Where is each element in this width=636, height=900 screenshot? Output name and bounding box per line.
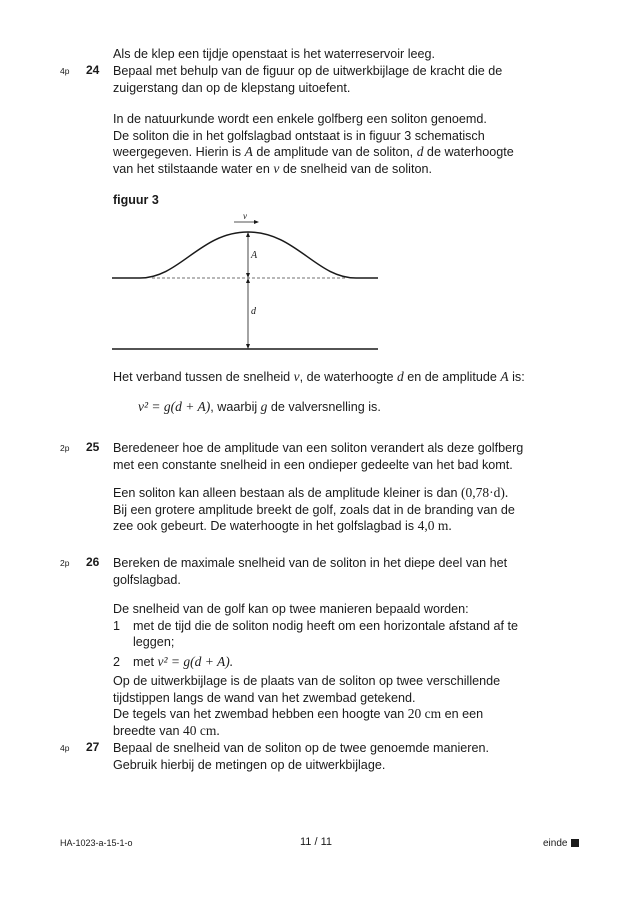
method-line: met de tijd die de soliton nodig heeft om een horizontale afstand af te xyxy=(133,618,519,633)
method-item-1 xyxy=(113,618,518,651)
question-27-text xyxy=(113,740,583,773)
question-25-text xyxy=(113,440,583,473)
question-25-line: met een constante snelheid in een ondieper gedeelte van het bad komt. xyxy=(113,457,513,472)
water-surface-curve xyxy=(112,232,378,278)
amplitude-arrowhead-bottom xyxy=(246,273,250,278)
methods-list xyxy=(113,601,518,670)
method-formula: v² = g(d + A). xyxy=(157,653,234,669)
question-24-text xyxy=(113,63,583,96)
soliton-line xyxy=(113,161,583,178)
footer-end xyxy=(543,838,579,849)
question-26-text xyxy=(113,555,583,588)
method-line: leggen; xyxy=(133,635,175,649)
text-fragment: is: xyxy=(508,370,525,384)
question-24-line: Bepaal met behulp van de figuur op de uitwerkbijlage de kracht die de xyxy=(113,64,503,78)
question-26-line: Bereken de maximale snelheid van de soliton in het diepe deel van het xyxy=(113,556,508,570)
text-fragment: breedte van xyxy=(113,723,184,738)
question-24-points: 4p xyxy=(60,66,70,76)
method-number: 1 xyxy=(113,618,121,633)
symbol-d: d xyxy=(396,369,404,384)
question-27-number: 27 xyxy=(86,740,100,754)
question-25-points: 2p xyxy=(60,443,70,453)
symbol-A: A xyxy=(500,369,509,384)
relation-line xyxy=(113,369,583,386)
tile-height-value: 20 cm xyxy=(407,706,442,721)
figure-title: figuur 3 xyxy=(113,193,159,207)
intro-paragraph xyxy=(113,46,583,63)
soliton-paragraph xyxy=(113,111,583,177)
method-text xyxy=(133,618,518,651)
method-text xyxy=(133,654,233,671)
soliton-diagram xyxy=(100,210,390,355)
text-fragment: Een soliton kan alleen bestaan als de amplitude kleiner is dan xyxy=(113,486,461,500)
question-26-line: golfslagbad. xyxy=(113,572,181,587)
question-25-line: Beredeneer hoe de amplitude van een soliton verandert als deze golfberg xyxy=(113,441,524,455)
question-24-number: 24 xyxy=(86,63,100,77)
text-fragment: de valversnelling is. xyxy=(267,400,381,414)
question-26-number: 26 xyxy=(86,555,100,569)
symbol-v: v xyxy=(273,160,280,176)
footer-page-number: 11 / 11 xyxy=(300,836,333,848)
question-24-line: zuigerstang dan op de klepstang uitoefent. xyxy=(113,80,351,95)
footer-end-label: einde xyxy=(543,838,568,849)
intro-line: Als de klep een tijdje openstaat is het waterreservoir leeg. xyxy=(113,47,436,61)
method-number: 2 xyxy=(113,654,121,669)
appendix-line: tijdstippen langs de wand van het zwembad getekend. xyxy=(113,690,416,705)
label-d: d xyxy=(251,306,256,317)
water-height-value: 4,0 m. xyxy=(417,518,452,533)
text-fragment: , waarbij xyxy=(210,400,261,414)
appendix-line xyxy=(113,706,583,723)
label-A: A xyxy=(251,250,258,261)
symbol-g: g xyxy=(260,399,268,414)
appendix-line xyxy=(113,723,583,740)
symbol-A: A xyxy=(244,144,253,159)
appendix-paragraph xyxy=(113,673,583,739)
text-fragment: de waterhoogte xyxy=(423,145,514,159)
condition-line: Bij een grotere amplitude breekt de golf, zoals dat in de branding van de xyxy=(113,502,515,517)
text-fragment: de snelheid van de soliton. xyxy=(279,161,432,176)
symbol-v: v xyxy=(293,369,300,384)
text-fragment: weergegeven. Hierin is xyxy=(113,145,245,159)
text-fragment: en de amplitude xyxy=(403,370,501,384)
soliton-line: In de natuurkunde wordt een enkele golfberg een soliton genoemd. xyxy=(113,112,487,126)
text-fragment: , de waterhoogte xyxy=(299,370,397,384)
text-fragment: en een xyxy=(441,707,484,721)
question-25-number: 25 xyxy=(86,440,100,454)
text-fragment: met xyxy=(133,654,158,669)
question-27-line: Bepaal de snelheid van de soliton op de twee genoemde manieren. xyxy=(113,741,489,755)
condition-paragraph xyxy=(113,485,583,535)
end-square-icon xyxy=(571,839,579,847)
method-item-2 xyxy=(113,654,518,671)
question-27-points: 4p xyxy=(60,743,70,753)
appendix-line: Op de uitwerkbijlage is de plaats van de soliton op twee verschillende xyxy=(113,674,501,688)
relation-paragraph xyxy=(113,369,583,386)
formula-expression: v² = g(d + A) xyxy=(138,399,211,414)
label-v: v xyxy=(243,211,247,221)
symbol-d: d xyxy=(416,144,424,159)
amplitude-limit-expression: (0,78·d). xyxy=(460,485,509,500)
text-fragment: De tegels van het zwembad hebben een hoogte van xyxy=(113,707,408,721)
velocity-arrowhead xyxy=(254,220,259,224)
depth-arrowhead-top xyxy=(246,278,250,283)
soliton-line xyxy=(113,144,583,161)
text-fragment: de amplitude van de soliton, xyxy=(252,145,417,159)
condition-line xyxy=(113,518,583,535)
question-27-line: Gebruik hierbij de metingen op de uitwerkbijlage. xyxy=(113,757,386,772)
soliton-figure xyxy=(100,210,390,360)
footer-exam-code: HA-1023-a-15-1-o xyxy=(60,838,133,848)
text-fragment: van het stilstaande water en xyxy=(113,161,274,176)
soliton-line: De soliton die in het golfslagbad ontstaat is in figuur 3 schematisch xyxy=(113,128,485,143)
tile-width-value: 40 cm. xyxy=(183,722,220,738)
condition-line xyxy=(113,485,583,502)
question-26-points: 2p xyxy=(60,558,70,568)
text-fragment: Het verband tussen de snelheid xyxy=(113,370,294,384)
methods-intro: De snelheid van de golf kan op twee manieren bepaald worden: xyxy=(113,602,469,616)
soliton-formula xyxy=(138,399,381,415)
text-fragment: zee ook gebeurt. De waterhoogte in het golfslagbad is xyxy=(113,519,418,533)
